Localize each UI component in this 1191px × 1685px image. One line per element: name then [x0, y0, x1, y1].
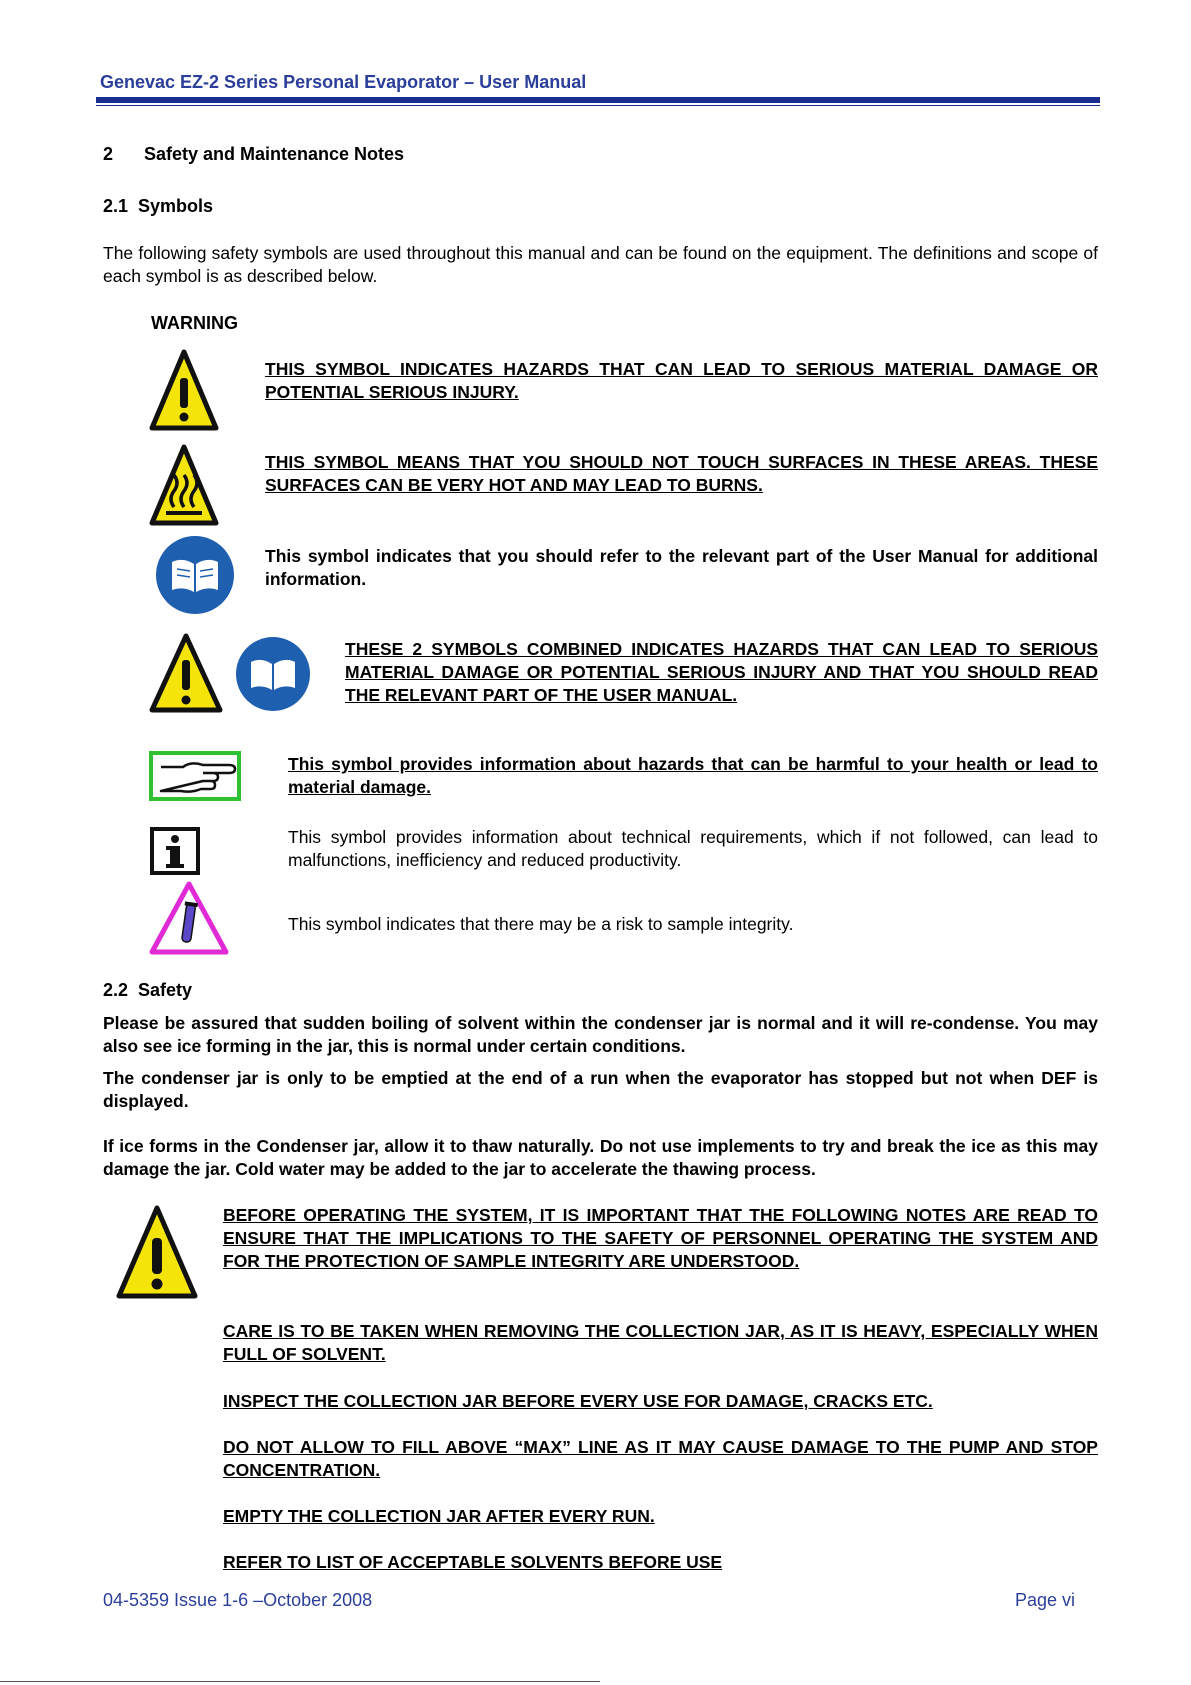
safety-heading: 2.2 Safety: [103, 980, 193, 1000]
footer-page-number: Page vi: [1015, 1590, 1076, 1610]
symbol-combined-text: THESE 2 SYMBOLS COMBINED INDICATES HAZARDS THAT CAN LEAD TO SERIOUS MATERIAL DAMAGE OR POTENTIAL SERIOUS INJURY AND THAT YOU SHOULD READ THE RELEVANT PART OF THE USER MANUAL.: [345, 639, 1098, 705]
safety-para-condenser: The condenser jar is only to be emptied at the end of a run when the evaporator has stopped but not when DEF is displayed.: [103, 1068, 1098, 1111]
symbol-warning-text: THIS SYMBOL INDICATES HAZARDS THAT CAN LEAD TO SERIOUS MATERIAL DAMAGE OR POTENTIAL SERIOUS INJURY.: [265, 359, 1098, 402]
page-edge-line: [0, 1681, 600, 1682]
hot-surface-icon: [148, 441, 220, 529]
safety-warning-triangle-icon: [115, 1202, 199, 1302]
footer-doc-ref: 04-5359 Issue 1-6 –October 2008: [103, 1590, 373, 1610]
running-header: Genevac EZ-2 Series Personal Evaporator – User Manual: [100, 72, 587, 92]
safety-para-boiling: Please be assured that sudden boiling of solvent within the condenser jar is normal and it will re-condense. You may also see ice forming in the jar, this is normal under certain conditions.: [103, 1013, 1098, 1056]
warning-triangle-icon: [148, 346, 220, 434]
section-title: Safety and Maintenance Notes: [144, 144, 405, 164]
section-number: 2: [103, 144, 114, 164]
safety-note-inspect-jar: INSPECT THE COLLECTION JAR BEFORE EVERY USE FOR DAMAGE, CRACKS ETC.: [223, 1391, 933, 1411]
symbol-technical-info-text: This symbol provides information about technical requirements, which if not followed, can lead to malfunctions, inefficiency and reduced productivity.: [288, 827, 1098, 870]
symbol-hot-surface-text: THIS SYMBOL MEANS THAT YOU SHOULD NOT TOUCH SURFACES IN THESE AREAS. THESE SURFACES CAN BE VERY HOT AND MAY LEAD TO BURNS.: [265, 452, 1098, 495]
manual-book-icon: [152, 532, 238, 618]
symbols-heading: 2.1 Symbols: [103, 196, 214, 216]
safety-note-solvents: REFER TO LIST OF ACCEPTABLE SOLVENTS BEFORE USE: [223, 1552, 723, 1572]
warning-label: WARNING: [151, 313, 238, 333]
safety-note-empty-jar: EMPTY THE COLLECTION JAR AFTER EVERY RUN.: [223, 1506, 655, 1526]
info-icon: [149, 826, 201, 876]
safety-para-ice: If ice forms in the Condenser jar, allow it to thaw naturally. Do not use implements to try and break the ice as this may damage the jar. Cold water may be added to the jar to accelerate the thawing process.: [103, 1136, 1098, 1179]
warning-and-manual-icon: [148, 630, 316, 718]
header-rule: [96, 97, 1100, 103]
header-rule-thin: [96, 105, 1100, 106]
safety-note-max-line: DO NOT ALLOW TO FILL ABOVE “MAX” LINE AS IT MAY CAUSE DAMAGE TO THE PUMP AND STOP CONCENTRATION.: [223, 1437, 1098, 1480]
sample-integrity-icon: [148, 880, 230, 956]
symbols-intro: The following safety symbols are used throughout this manual and can be found on the equipment. The definitions and scope of each symbol is as described below.: [103, 243, 1098, 286]
symbol-sample-integrity-text: This symbol indicates that there may be a risk to sample integrity.: [288, 914, 794, 934]
pointing-hand-icon: [149, 751, 241, 801]
safety-note-before-operating: BEFORE OPERATING THE SYSTEM, IT IS IMPORTANT THAT THE FOLLOWING NOTES ARE READ TO ENSURE THAT THE IMPLICATIONS TO THE SAFETY OF PERSONNEL OPERATING THE SYSTEM AND FOR THE PROTECTION OF SAMPLE INTEGRITY ARE UNDERSTOOD.: [223, 1205, 1098, 1271]
symbol-hazard-info-text: This symbol provides information about hazards that can be harmful to your health or lead to material damage.: [288, 754, 1098, 797]
symbol-manual-text: This symbol indicates that you should refer to the relevant part of the User Manual for additional information.: [265, 546, 1098, 589]
safety-note-collection-jar-heavy: CARE IS TO BE TAKEN WHEN REMOVING THE COLLECTION JAR, AS IT IS HEAVY, ESPECIALLY WHEN FULL OF SOLVENT.: [223, 1321, 1098, 1364]
